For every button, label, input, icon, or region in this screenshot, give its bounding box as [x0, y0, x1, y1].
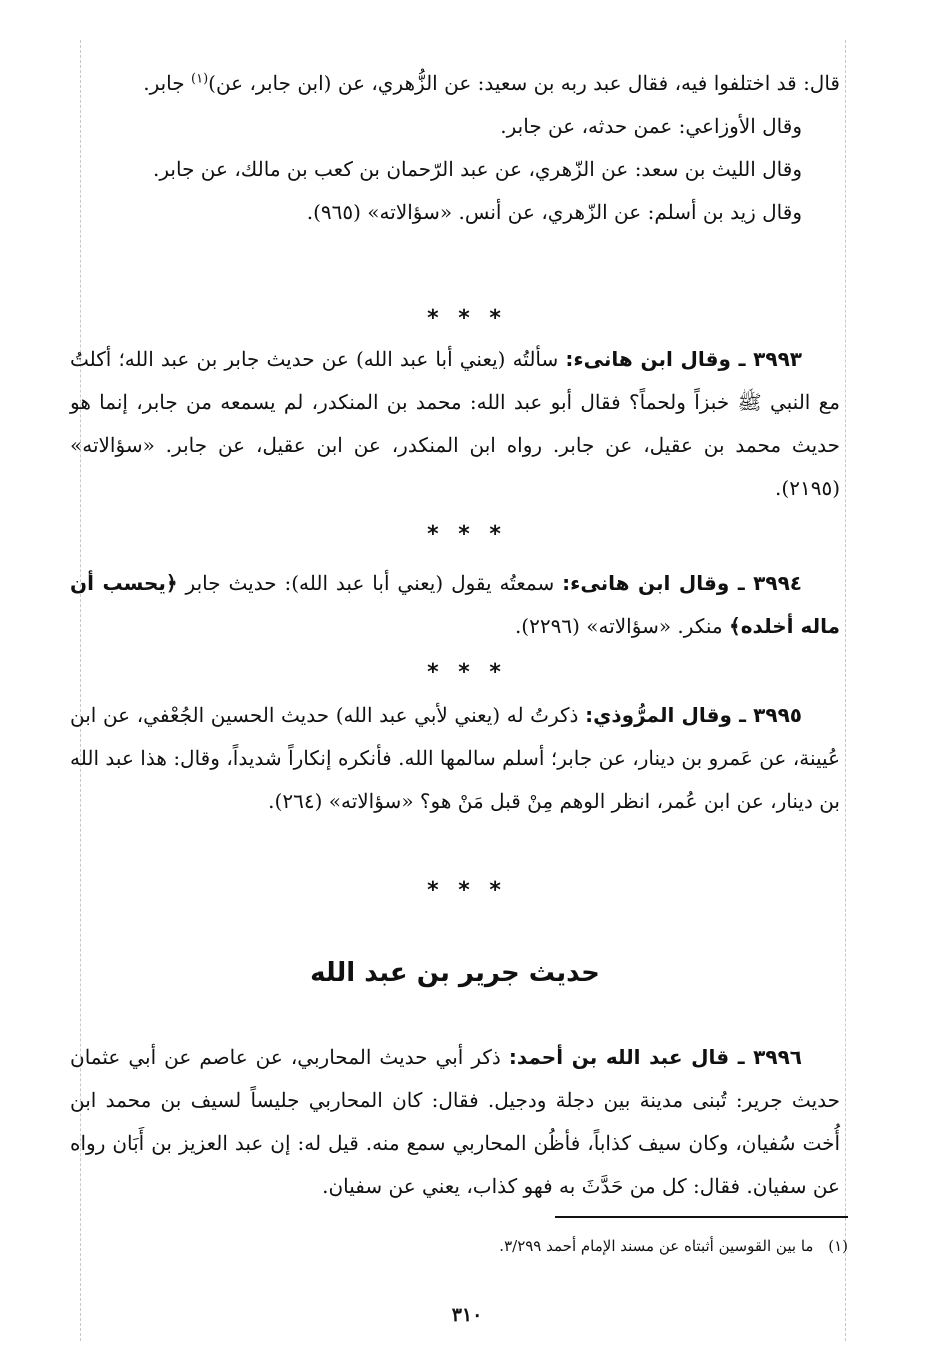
margin-guide-right — [845, 40, 846, 1341]
page-number: ٣١٠ — [451, 1304, 483, 1326]
entry-3995 — [70, 694, 840, 823]
entry-body: ذكر أبي حديث المحاربي، عن عاصم عن أبي عثمان حديث جرير: تُبنى مدينة بين دجلة ودجيل. فقال: كان المحاربي جليساً لسيف بن محمد ابن أُخت سُفيان، وكان سيف كذاباً، فأظُن المحاربي سمع منه. قيل له: إن عبد العزيز بن أَبَان رواه عن سفيان. فقال: كل من حَدَّثَ به فهو كذاب، يعني عن سفيان. — [70, 1045, 840, 1198]
entry-3994 — [70, 562, 840, 648]
footnote-text: ما بين القوسين أثبتاه عن مسند الإمام أحمد ٣/٢٩٩. — [499, 1237, 814, 1255]
section-separator: * * * — [427, 878, 507, 903]
entry-body: سألتُه (يعني أبا عبد الله) عن حديث جابر بن عبد الله؛ أكلتُ مع النبي ﷺ خبزاً ولحماً؟ فقال أبو عبد الله: محمد بن المنكدر، لم يسمعه من جابر، إنما هو حديث محمد بن عقيل، عن جابر. رواه ابن المنكدر، عن ابن عقيل، عن جابر. «سؤالاته» (٢١٩٥). — [70, 347, 840, 500]
section-separator: * * * — [427, 306, 507, 331]
entry-paragraph — [70, 1036, 840, 1208]
entry-body: ذكرتُ له (يعني لأبي عبد الله) حديث الحسين الجُعْفي، عن ابن عُيينة، عن عَمرو بن دينار، عن جابر؛ أسلم سالمها الله. فأنكره إنكاراً شديداً، وقال: هذا عبد الله بن دينار، عن ابن عُمر، انظر الوهم مِنْ قبل مَنْ هو؟ «سؤالاته» (٢٦٤). — [70, 703, 840, 813]
entry-paragraph — [70, 338, 840, 510]
footnote-reference[interactable]: (١) — [191, 71, 209, 87]
footnote-divider — [555, 1216, 848, 1218]
entry-lead: ٣٩٩٦ ـ قال عبد الله بن أحمد: — [508, 1045, 802, 1069]
entry-lead: ٣٩٩٥ ـ وقال المرُّوذي: — [585, 703, 802, 727]
footnote-number: (١) — [828, 1237, 848, 1255]
entry-lead: ٣٩٩٣ ـ وقال ابن هانىء: — [565, 347, 802, 371]
entry-lead: ٣٩٩٤ ـ وقال ابن هانىء: — [562, 571, 802, 595]
quran-quote: ﴿يحسب أن ماله أخلده﴾ — [70, 571, 840, 638]
section-separator: * * * — [427, 522, 507, 547]
zayd-line: وقال زيد بن أسلم: عن الزّهري، عن أنس. «سؤالاته» (٩٦٥). — [306, 200, 802, 224]
opening-paragraph: قال: قد اختلفوا فيه، فقال عبد ربه بن سعيد: عن الزُّهري، عن (ابن جابر، عن)$^{(١)}$ جابر. — [143, 71, 840, 95]
footnote — [70, 1235, 848, 1257]
section-heading: حديث جرير بن عبد الله — [310, 958, 600, 988]
entry-3993 — [70, 338, 840, 510]
awzai-line: وقال الأوزاعي: عمن حدثه، عن جابر. — [500, 114, 802, 138]
layth-line: وقال الليث بن سعد: عن الزّهري، عن عبد الرّحمان بن كعب بن مالك، عن جابر. — [153, 157, 802, 181]
section-separator: * * * — [427, 660, 507, 685]
entry-body: سمعتُه يقول (يعني أبا عبد الله): حديث جابر — [185, 571, 555, 595]
entry-3996 — [70, 1036, 840, 1208]
opening-block — [70, 62, 840, 234]
entry-body-end: منكر. «سؤالاته» (٢٢٩٦). — [514, 614, 723, 638]
entry-paragraph — [70, 562, 840, 648]
entry-paragraph — [70, 694, 840, 823]
